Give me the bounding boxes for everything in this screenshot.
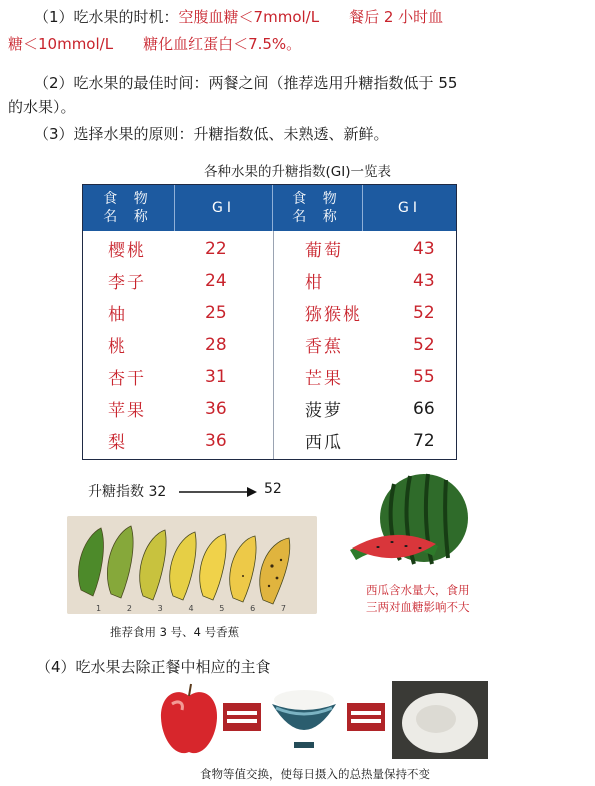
intro-p1-prefix: （1）吃水果的时机： [34,8,179,26]
table-row [83,265,456,296]
gi-value-cell: 31 [205,366,227,387]
banana-number: 4 [188,604,194,613]
fruit-name-cell: 梨 [108,433,127,453]
header-food-r1: 食 物 [292,191,343,207]
equals-sign-icon [346,702,386,732]
gi-value-cell: 28 [205,334,227,355]
fruit-name-cell: 西瓜 [305,433,343,453]
banana-number: 1 [96,604,102,613]
table-row [83,329,456,360]
gi-value-cell: 52 [413,334,435,355]
watermelon-icon [344,470,474,578]
fruit-name-cell: 苹果 [108,401,146,421]
arrow-right-icon [177,485,259,499]
banana-gi-end: 52 [264,481,282,497]
section4-heading: （4）吃水果去除正餐中相应的主食 [36,658,271,676]
gi-value-cell: 25 [205,302,227,323]
banana-number: 5 [219,604,225,613]
table-row [83,233,456,264]
header-food-l1: 食 物 [103,191,154,207]
banana-ripeness-icon [67,516,317,614]
fruit-name-cell: 菠萝 [305,401,343,421]
fruit-name-cell: 芒果 [305,369,343,389]
gi-value-cell: 36 [205,430,227,451]
banana-caption: 推荐食用 3 号、4 号香蕉 [110,625,240,639]
banana-number: 7 [280,604,286,613]
banana-image [67,516,317,614]
table-header [83,185,456,231]
apple-icon [158,680,220,758]
table-row [83,425,456,456]
banana-numbers [96,604,286,613]
header-food-l2: 名 称 [103,209,154,225]
rice-bowl-icon [266,686,342,752]
header-food-left [83,185,175,231]
table-row [83,393,456,424]
fruit-name-cell: 香蕉 [305,337,343,357]
banana-number: 3 [157,604,163,613]
steamed-bun-icon [392,681,488,759]
intro-paragraph-2: （2）吃水果的最佳时间：两餐之间（推荐选用升糖指数低于 55 [34,74,458,92]
intro-p1-red-a: 空腹血糖＜7mmol/L 餐后 2 小时血 [178,8,444,26]
intro-paragraph-2-cont: 的水果）。 [8,98,76,116]
fruit-name-cell: 樱桃 [108,241,146,261]
fruit-name-cell: 葡萄 [305,241,343,261]
intro-p1-red-b: 糖＜10mmol/L 糖化血红蛋白＜7.5%。 [8,35,302,53]
table-title: 各种水果的升糖指数(GI)一览表 [204,164,391,180]
fruit-name-cell: 桃 [108,337,127,357]
gi-value-cell: 22 [205,238,227,259]
watermelon-caption-b: 三两对血糖影响不大 [366,600,470,614]
fruit-name-cell: 杏干 [108,369,146,389]
gi-value-cell: 55 [413,366,435,387]
watermelon-caption-a: 西瓜含水量大，食用 [366,583,470,597]
gi-value-cell: 52 [413,302,435,323]
banana-number: 2 [126,604,132,613]
fruit-name-cell: 猕猴桃 [305,305,362,325]
gi-value-cell: 36 [205,398,227,419]
header-food-right [273,185,363,231]
gi-value-cell: 72 [413,430,435,451]
banana-number: 6 [250,604,256,613]
intro-paragraph-3: （3）选择水果的原则：升糖指数低、未熟透、新鲜。 [34,125,389,143]
gi-table [82,184,457,460]
watermelon-caption [366,582,470,616]
fruit-name-cell: 柑 [305,273,324,293]
table-row [83,361,456,392]
header-gi-right: GI [398,200,421,216]
section4-caption: 食物等值交换，使每日摄入的总热量保持不变 [200,767,430,781]
equals-sign-icon [222,702,262,732]
gi-value-cell: 43 [413,270,435,291]
fruit-name-cell: 李子 [108,273,146,293]
banana-gi-label: 升糖指数 32 [88,484,167,500]
header-food-r2: 名 称 [292,209,343,225]
gi-value-cell: 24 [205,270,227,291]
header-gi-left: GI [175,185,273,231]
fruit-name-cell: 柚 [108,305,127,325]
intro-paragraph-1 [34,4,579,31]
table-row [83,297,456,328]
gi-value-cell: 66 [413,398,435,419]
gi-value-cell: 43 [413,238,435,259]
